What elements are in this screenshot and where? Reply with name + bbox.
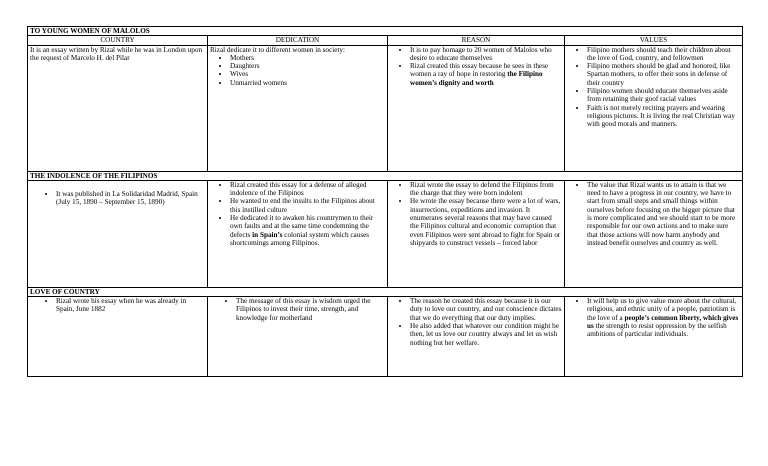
list-item: • He also added that whatever our condition might be then, let us love our country always and let us wish nothing but her welfare. xyxy=(410,322,562,347)
list-item: • Filipino mothers should teach their children about the love of God, country, and fellowmen xyxy=(587,46,740,63)
bold-phrase: people’s common liberty, which gives us xyxy=(587,313,739,331)
love-values-cell xyxy=(565,297,743,377)
love-dedication-list xyxy=(210,297,385,322)
list-item: • Rizal wrote the essay to defend the Filipinos from the charge that they were born indolent xyxy=(410,181,562,198)
list-item: • Unmarried womens xyxy=(230,79,385,87)
indolence-values-cell xyxy=(565,180,743,287)
malolos-values-cell xyxy=(565,45,743,171)
essay-table xyxy=(27,26,743,377)
indolence-reason-cell xyxy=(388,180,565,287)
indolence-values-list xyxy=(567,181,740,247)
list-item: • It will help us to give value more about the cultural, religious, and ethnic unity of a people, patriotism is the love of a people’s common liberty, which gives us the strength to resist oppression by the selfish ambitions of particular individuals. xyxy=(587,297,740,338)
bold-phrase: the Filipino women’s dignity and worth xyxy=(410,70,543,87)
list-item: • Mothers xyxy=(230,54,385,62)
malolos-country-text: It is an essay written by Rizal while he was in London upon the request of Marcelo H. del Pilar xyxy=(30,45,203,62)
list-item: • Filipino women should educate themselves aside from retaining their goof racial values xyxy=(587,87,740,104)
malolos-dedication-list xyxy=(210,54,385,87)
column-header-reason: REASON xyxy=(388,36,565,45)
list-item: • Daughters xyxy=(230,62,385,70)
list-item: • Rizal created this essay for a defense of alleged indolence of the Filipinos xyxy=(230,181,385,198)
indolence-country-cell xyxy=(28,180,208,287)
malolos-dedication-cell xyxy=(208,45,388,171)
love-country-list xyxy=(30,297,205,314)
indolence-dedication-list xyxy=(210,181,385,247)
love-country-cell xyxy=(28,297,208,377)
section-title-indolence: THE INDOLENCE OF THE FILIPINOS xyxy=(28,171,743,180)
indolence-country-list xyxy=(30,190,205,207)
love-values-list xyxy=(567,297,740,338)
list-item: • The value that Rizal wants us to attain is that we need to have a progress in our country, we have to start from small steps and small things within ourselves before focusing on the bigger picture that is more complicated and we should start to be more responsible for our own actions and to make sure that those actions will now harm anybody and instead benefit ourselves and country as well. xyxy=(587,181,740,247)
column-header-dedication: DEDICATION xyxy=(208,36,388,45)
section-title-malolos: TO YOUNG WOMEN OF MALOLOS xyxy=(28,27,743,36)
section-title-love-of-country: LOVE OF COUNTRY xyxy=(28,287,743,296)
malolos-values-list xyxy=(567,46,740,129)
malolos-reason-list xyxy=(390,46,562,87)
indolence-reason-list xyxy=(390,181,562,247)
list-item: • It is to pay homage to 20 women of Malolos who desire to educate themselves xyxy=(410,46,562,63)
list-item: • The message of this essay is wisdom urged the Filipinos to invest their time, strength, and knowledge for motherland xyxy=(236,297,385,322)
list-item: • He wanted to end the insults to the Filipinos about this instilled culture xyxy=(230,197,385,214)
list-item: • Rizal created this essay because he sees in these women a ray of hope in restoring the Filipino women’s dignity and worth xyxy=(410,62,562,87)
indolence-dedication-cell xyxy=(208,180,388,287)
list-item: • Rizal wrote his essay when he was already in Spain, June 1882 xyxy=(56,297,205,314)
list-item: • He dedicated it to awaken his countrymen to their own faults and at the same time condemning the defects in Spain’s colonial system which causes shortcomings among Filipinos. xyxy=(230,214,385,247)
love-dedication-cell xyxy=(208,297,388,377)
list-item: • Filipino mothers should be glad and honored, like Spartan mothers, to offer their sons in defense of their country xyxy=(587,62,740,87)
malolos-reason-cell xyxy=(388,45,565,171)
love-reason-cell xyxy=(388,297,565,377)
list-item: • He wrote the essay because there were a lot of wars, insurrections, expeditions and invasion. It enumerates several reasons that may have caused the Filipinos cultural and economic corruption that even Filipinos were sent abroad to fight for Spain or shipyards to construct vessels – forced labor xyxy=(410,197,562,247)
list-item: • Wives xyxy=(230,70,385,78)
bold-phrase: in Spain’s xyxy=(252,230,283,239)
column-header-country: COUNTRY xyxy=(28,36,208,45)
column-header-values: VALUES xyxy=(565,36,743,45)
list-item: • It was published in La Solidaridad Madrid, Spain (July 15, 1890 – September 15, 1890) xyxy=(56,190,205,207)
list-item: • The reason he created this essay because it is our duty to love our country, and our conscience dictates that we do everything that our duty implies. xyxy=(410,297,562,322)
love-reason-list xyxy=(390,297,562,347)
malolos-country-cell xyxy=(28,45,208,171)
malolos-dedication-intro: Rizal dedicate it to different women in society: xyxy=(210,45,345,54)
list-item: • Faith is not merely reciting prayers and wearing religious pictures. It is living the real Christian way with good morals and manners. xyxy=(587,104,740,129)
